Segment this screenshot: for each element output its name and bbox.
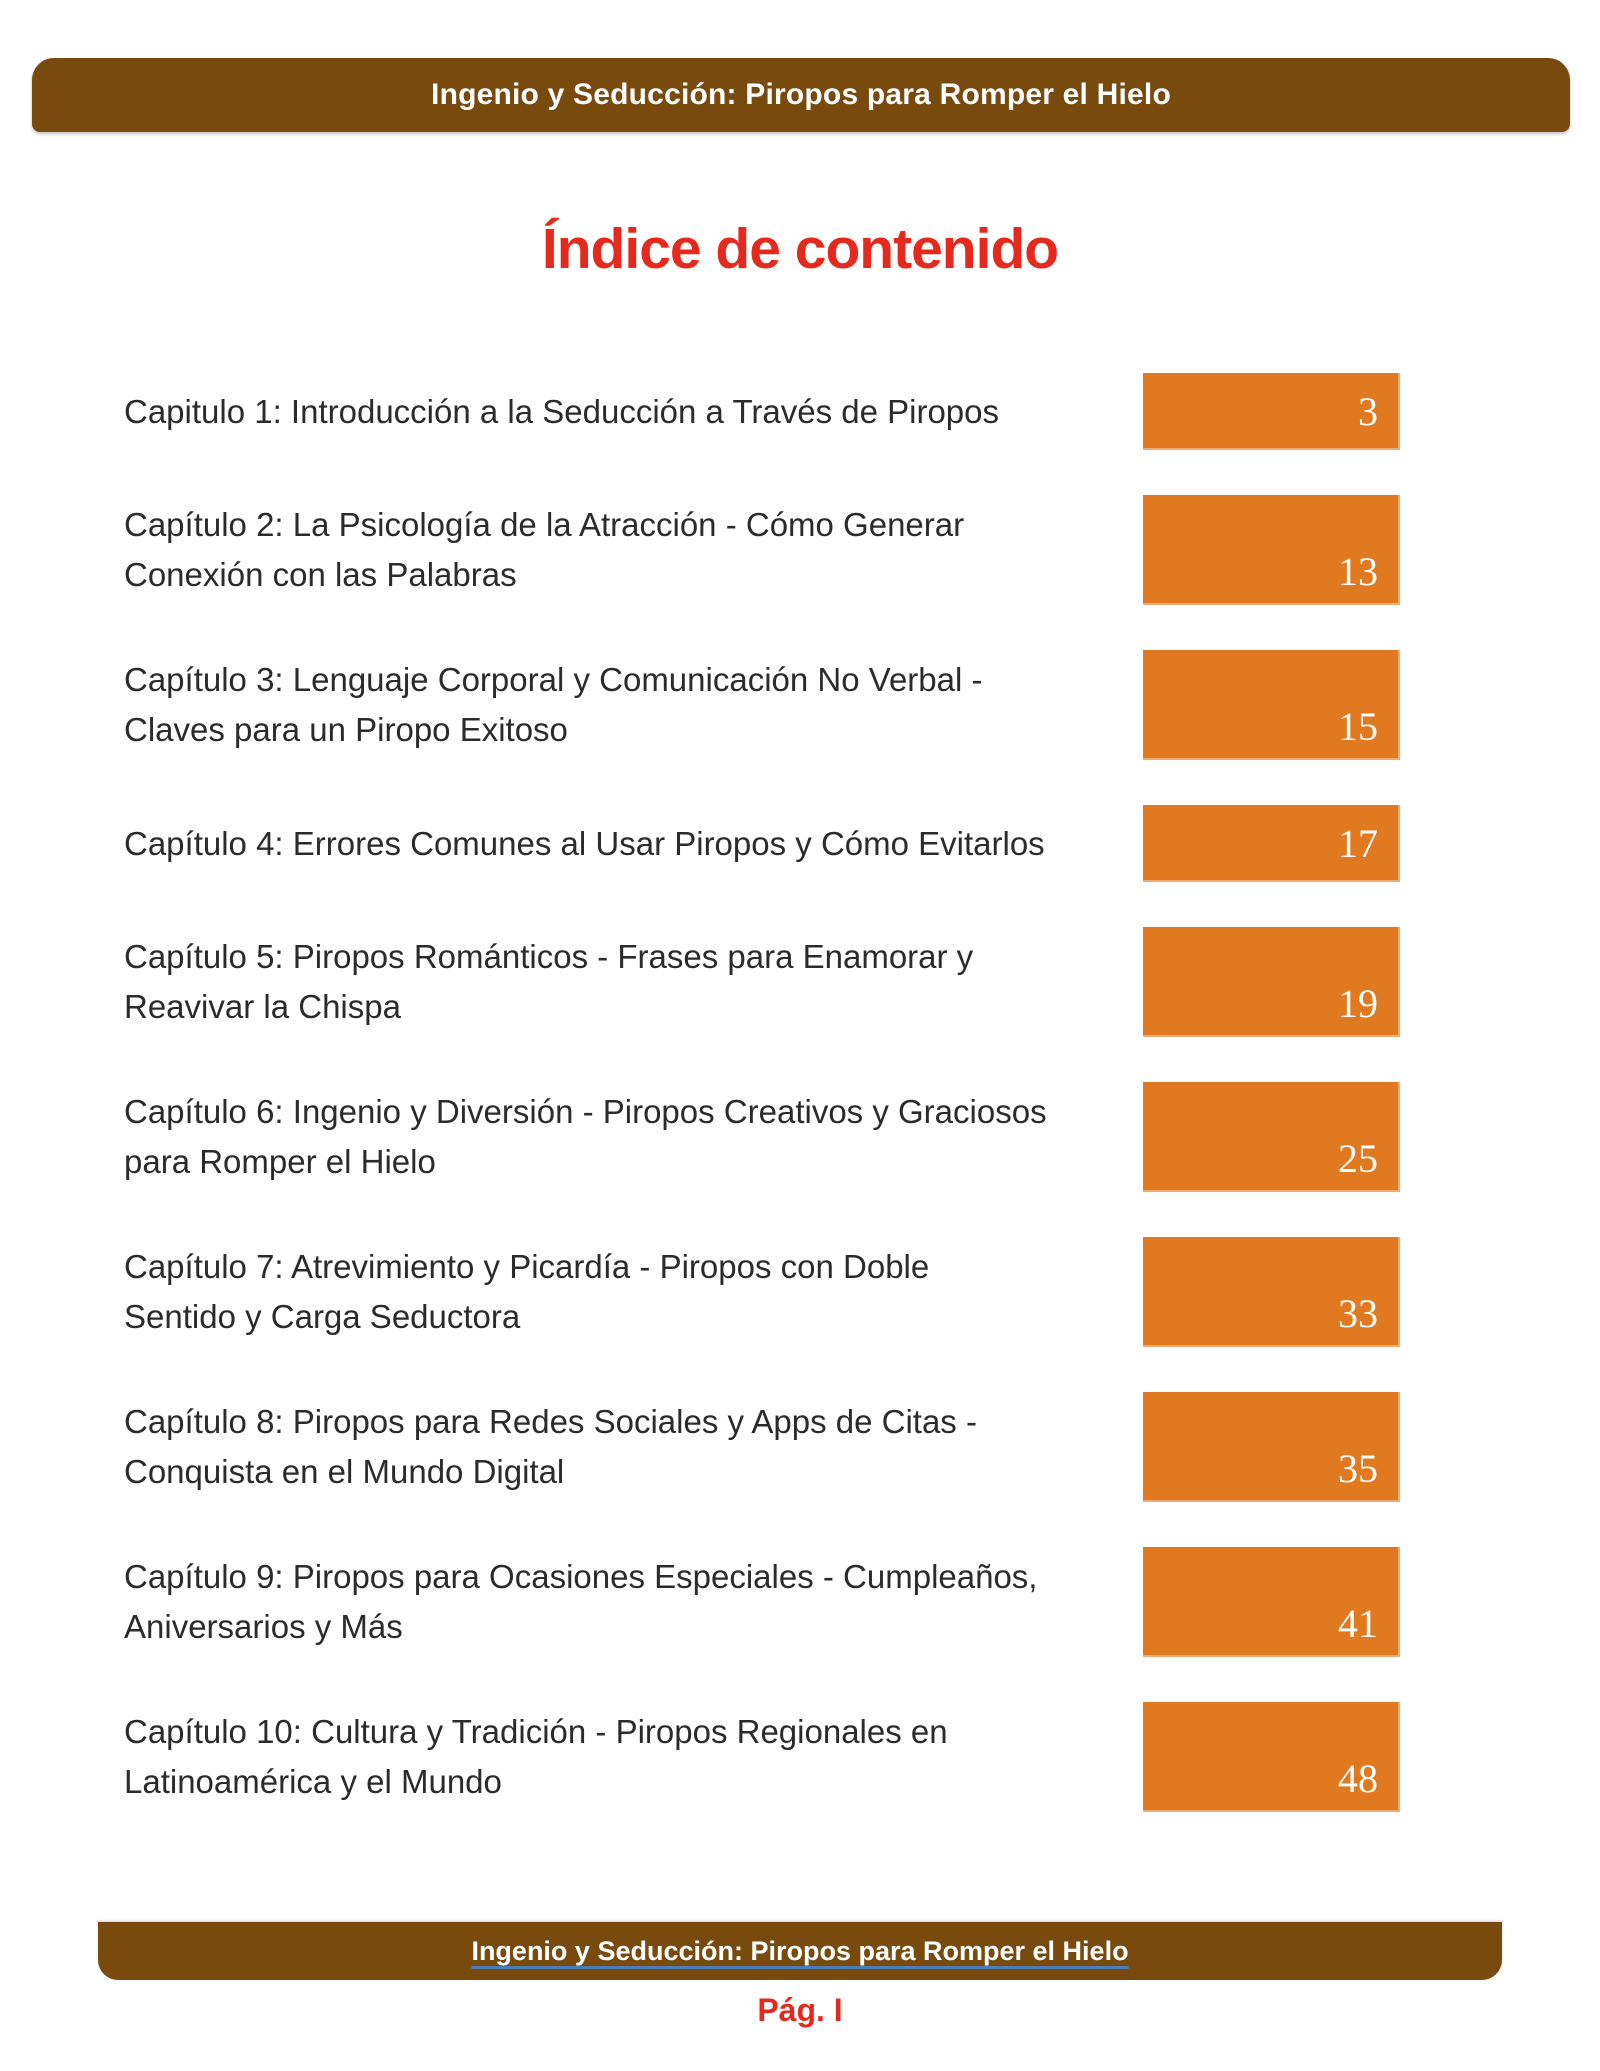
toc-list [120, 373, 1400, 1857]
toc-entry-title [120, 1397, 977, 1497]
toc-entry-title [120, 1242, 929, 1342]
toc-page-box[interactable] [1143, 1702, 1400, 1812]
toc-entry-title [120, 1552, 1037, 1652]
toc-entry[interactable] [120, 650, 1400, 760]
toc-entry-line2: Conexión con las Palabras [124, 556, 517, 593]
toc-entry-line1: Capítulo 5: Piropos Románticos - Frases para Enamorar y [124, 938, 974, 975]
toc-page-box[interactable] [1143, 805, 1400, 882]
toc-entry[interactable] [120, 1237, 1400, 1347]
toc-page-number: 25 [1338, 1136, 1378, 1181]
toc-page-box[interactable] [1143, 1082, 1400, 1192]
toc-page-box[interactable] [1143, 650, 1400, 760]
toc-page-number: 19 [1338, 981, 1378, 1026]
toc-page-number: 15 [1338, 704, 1378, 749]
toc-entry-line2: Latinoamérica y el Mundo [124, 1763, 502, 1800]
toc-entry-line1: Capítulo 7: Atrevimiento y Picardía - Piropos con Doble [124, 1248, 930, 1285]
toc-page-number: 33 [1338, 1291, 1378, 1336]
toc-entry[interactable] [120, 1702, 1400, 1812]
toc-entry[interactable] [120, 495, 1400, 605]
toc-entry-line2: para Romper el Hielo [124, 1143, 436, 1180]
toc-entry[interactable] [120, 373, 1400, 450]
toc-page-number: 41 [1338, 1601, 1378, 1646]
toc-entry-line2: Reavivar la Chispa [124, 988, 401, 1025]
toc-page-box[interactable] [1143, 495, 1400, 605]
toc-page-number: 35 [1338, 1446, 1378, 1491]
header-title: Ingenio y Seducción: Piropos para Romper el Hielo [431, 78, 1171, 111]
toc-entry-title [120, 819, 1045, 869]
toc-page-box[interactable] [1143, 1237, 1400, 1347]
toc-page-box[interactable] [1143, 927, 1400, 1037]
toc-page-number: 13 [1338, 549, 1378, 594]
toc-entry-title [120, 1087, 1047, 1187]
toc-entry-line1: Capítulo 10: Cultura y Tradición - Piropos Regionales en [124, 1713, 948, 1750]
toc-entry-line1: Capítulo 4: Errores Comunes al Usar Piropos y Cómo Evitarlos [124, 824, 1045, 862]
toc-page-number: 17 [1338, 821, 1378, 866]
toc-entry-line1: Capítulo 8: Piropos para Redes Sociales y Apps de Citas - [124, 1403, 977, 1440]
toc-page-box[interactable] [1143, 1392, 1400, 1502]
toc-entry-title [120, 387, 999, 437]
toc-entry-title [120, 932, 973, 1032]
toc-page-box[interactable] [1143, 373, 1400, 450]
toc-entry[interactable] [120, 927, 1400, 1037]
toc-entry-title [120, 655, 982, 755]
toc-entry-line1: Capítulo 6: Ingenio y Diversión - Piropos Creativos y Graciosos [124, 1093, 1047, 1130]
header-bar [32, 58, 1570, 132]
toc-entry-line2: Claves para un Piropo Exitoso [124, 711, 568, 748]
toc-page-number: 48 [1338, 1756, 1378, 1801]
footer-link[interactable]: Ingenio y Seducción: Piropos para Romper el Hielo [471, 1935, 1129, 1966]
toc-entry-line1: Capitulo 1: Introducción a la Seducción a Través de Piropos [124, 392, 1000, 430]
toc-entry-line1: Capítulo 9: Piropos para Ocasiones Especiales - Cumpleaños, [124, 1558, 1038, 1595]
page-title: Índice de contenido [541, 217, 1059, 281]
toc-entry-title [120, 500, 964, 600]
toc-entry-line2: Sentido y Carga Seductora [124, 1298, 521, 1335]
toc-entry-title [120, 1707, 948, 1807]
toc-entry-line1: Capítulo 2: La Psicología de la Atracción - Cómo Generar [124, 506, 965, 543]
toc-entry-line1: Capítulo 3: Lenguaje Corporal y Comunicación No Verbal - [124, 661, 983, 698]
toc-entry[interactable] [120, 1547, 1400, 1657]
toc-entry[interactable] [120, 1392, 1400, 1502]
toc-entry-line2: Aniversarios y Más [124, 1608, 403, 1645]
toc-page-number: 3 [1358, 389, 1378, 434]
toc-entry[interactable] [120, 805, 1400, 882]
footer-bar [98, 1922, 1502, 1980]
toc-page-box[interactable] [1143, 1547, 1400, 1657]
toc-entry[interactable] [120, 1082, 1400, 1192]
page-number-label: Pág. I [757, 1992, 843, 2028]
toc-entry-line2: Conquista en el Mundo Digital [124, 1453, 565, 1490]
